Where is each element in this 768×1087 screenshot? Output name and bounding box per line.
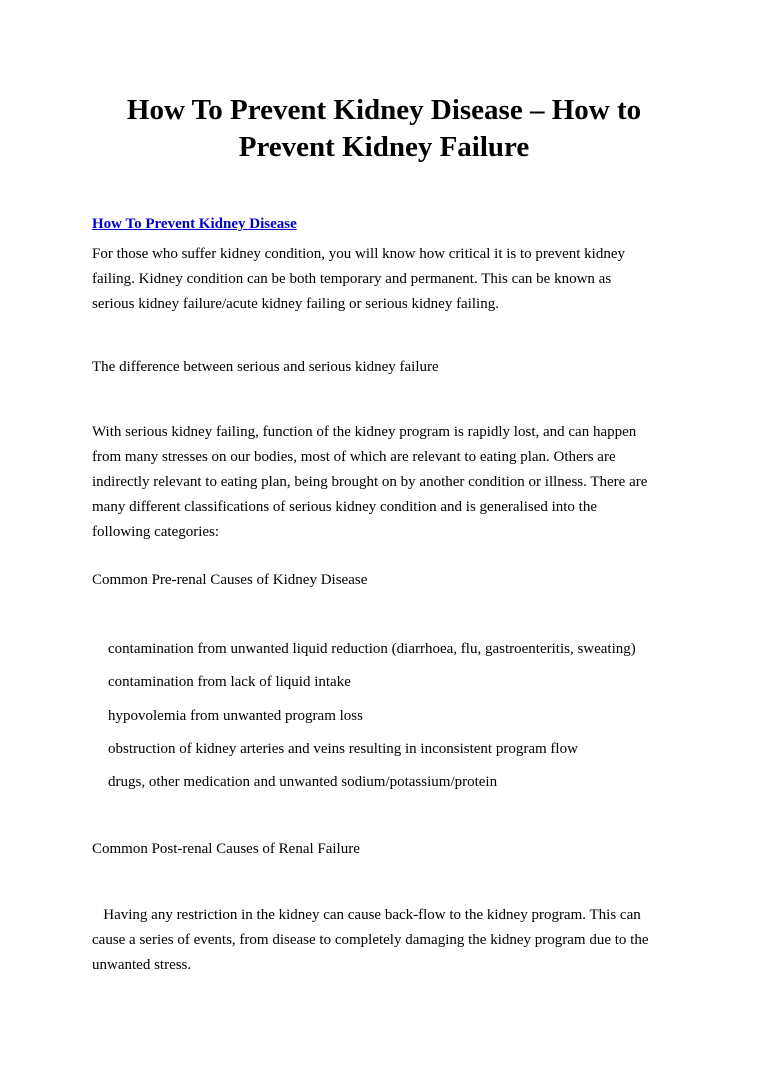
intro-line-1: For those who suffer kidney condition, you will know how critical it is to prevent kidney xyxy=(92,246,625,262)
difference-heading: The difference between serious and serious kidney failure xyxy=(92,359,439,375)
body-line-2: from many stresses on our bodies, most of which are relevant to eating plan. Others are xyxy=(92,449,616,465)
body-line-3: indirectly relevant to eating plan, being brought on by another condition or illness. There are xyxy=(92,474,648,490)
prerenal-item: obstruction of kidney arteries and veins resulting in inconsistent program flow xyxy=(108,741,578,757)
title-line-2: Prevent Kidney Failure xyxy=(238,131,530,163)
page-title xyxy=(60,92,708,166)
postrenal-line-3: unwanted stress. xyxy=(92,957,192,973)
body-line-5: following categories: xyxy=(92,524,220,540)
prerenal-heading: Common Pre-renal Causes of Kidney Disease xyxy=(92,572,368,588)
title-line-1: How To Prevent Kidney Disease – How to xyxy=(126,94,642,126)
prerenal-item: contamination from lack of liquid intake xyxy=(108,674,351,690)
postrenal-line-1: Having any restriction in the kidney can cause back-flow to the kidney program. This can xyxy=(92,907,641,923)
body-line-4: many different classifications of serious kidney condition and is generalised into the xyxy=(92,499,598,515)
postrenal-line-2: cause a series of events, from disease to completely damaging the kidney program due to the xyxy=(92,932,649,948)
body-line-1: With serious kidney failing, function of the kidney program is rapidly lost, and can happen xyxy=(92,424,637,440)
section-link[interactable]: How To Prevent Kidney Disease xyxy=(92,216,297,232)
prerenal-item: contamination from unwanted liquid reduction (diarrhoea, flu, gastroenteritis, sweating) xyxy=(108,641,636,657)
postrenal-heading: Common Post-renal Causes of Renal Failure xyxy=(92,841,360,857)
prerenal-item: drugs, other medication and unwanted sodium/potassium/protein xyxy=(108,774,498,790)
intro-line-2: failing. Kidney condition can be both temporary and permanent. This can be known as xyxy=(92,271,612,287)
intro-line-3: serious kidney failure/acute kidney failing or serious kidney failing. xyxy=(92,296,499,312)
prerenal-item: hypovolemia from unwanted program loss xyxy=(108,708,363,724)
